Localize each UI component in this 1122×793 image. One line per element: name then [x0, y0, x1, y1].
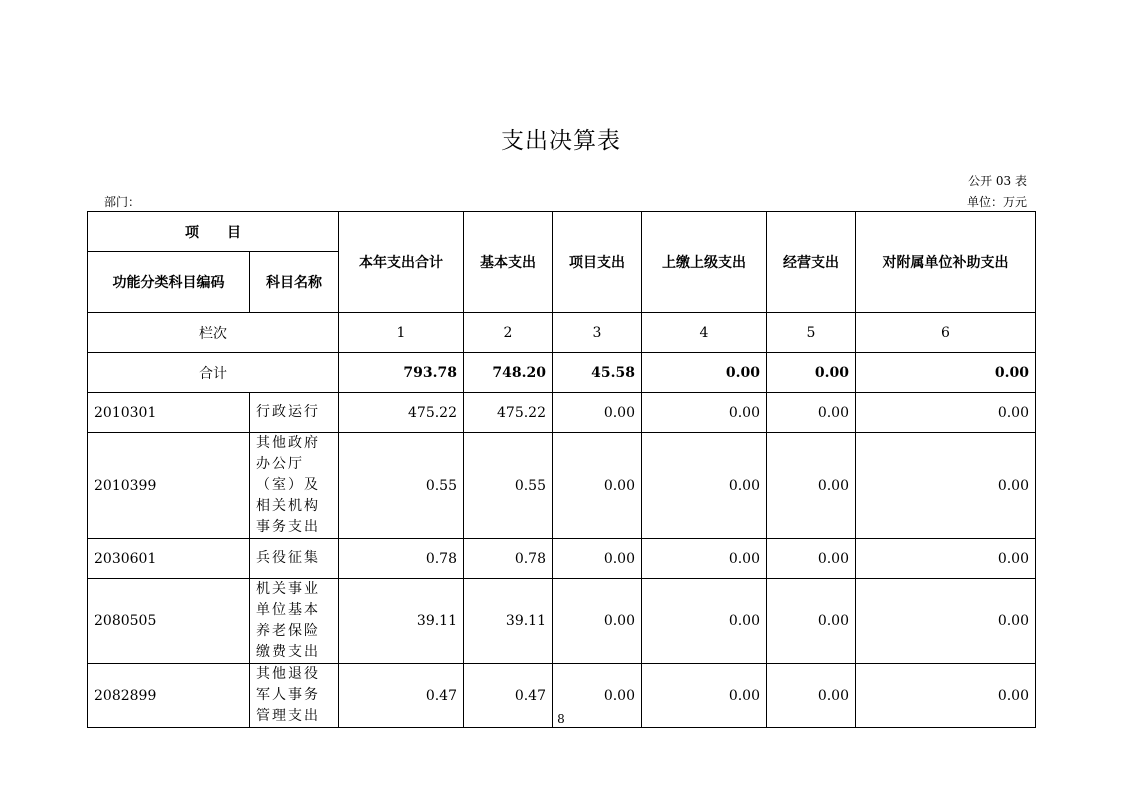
table-row — [88, 433, 1036, 539]
row-value: 0.47 — [464, 664, 553, 728]
total-value: 0.00 — [642, 353, 767, 393]
row-name: 其他退役军人事务管理支出 — [250, 664, 339, 728]
table-row — [88, 579, 1036, 664]
header-name: 科目名称 — [250, 252, 339, 313]
header-subsidy: 对附属单位补助支出 — [856, 212, 1036, 313]
row-value: 475.22 — [464, 393, 553, 433]
row-name: 兵役征集 — [250, 539, 339, 579]
header-code: 功能分类科目编码 — [88, 252, 250, 313]
seq-label: 栏次 — [88, 313, 339, 353]
row-value: 0.00 — [642, 393, 767, 433]
row-value: 0.00 — [642, 579, 767, 664]
unit-label: 单位：万元 — [966, 195, 1027, 209]
table-row — [88, 539, 1036, 579]
row-value: 0.00 — [856, 393, 1036, 433]
row-value: 0.00 — [767, 664, 856, 728]
seq-col: 1 — [339, 313, 464, 353]
row-value: 0.00 — [856, 433, 1036, 539]
seq-col: 2 — [464, 313, 553, 353]
total-value: 45.58 — [553, 353, 642, 393]
department-label: 部门： — [104, 195, 141, 209]
header-basic: 基本支出 — [464, 212, 553, 313]
row-value: 0.00 — [767, 393, 856, 433]
row-value: 0.00 — [642, 664, 767, 728]
page-title: 支出决算表 — [501, 128, 621, 154]
row-value: 475.22 — [339, 393, 464, 433]
row-name: 其他政府办公厅（室）及相关机构事务支出 — [250, 433, 339, 539]
seq-col: 5 — [767, 313, 856, 353]
row-value: 0.55 — [464, 433, 553, 539]
seq-col: 4 — [642, 313, 767, 353]
row-code: 2030601 — [88, 539, 250, 579]
page-number: 8 — [557, 712, 565, 726]
row-value: 0.55 — [339, 433, 464, 539]
row-value: 39.11 — [464, 579, 553, 664]
row-value: 0.00 — [856, 539, 1036, 579]
row-value: 0.00 — [856, 579, 1036, 664]
row-value: 0.00 — [767, 579, 856, 664]
header-total: 本年支出合计 — [339, 212, 464, 313]
row-value: 0.00 — [642, 539, 767, 579]
form-number: 公开 03 表 — [968, 174, 1027, 188]
row-value: 0.00 — [856, 664, 1036, 728]
total-value: 793.78 — [339, 353, 464, 393]
row-value: 0.78 — [339, 539, 464, 579]
row-code: 2080505 — [88, 579, 250, 664]
seq-col: 3 — [553, 313, 642, 353]
row-value: 39.11 — [339, 579, 464, 664]
total-value: 0.00 — [856, 353, 1036, 393]
seq-row — [88, 313, 1036, 353]
row-value: 0.00 — [642, 433, 767, 539]
table-row — [88, 393, 1036, 433]
row-value: 0.00 — [767, 433, 856, 539]
row-code: 2010399 — [88, 433, 250, 539]
row-value: 0.00 — [553, 393, 642, 433]
row-value: 0.00 — [553, 664, 642, 728]
row-code: 2082899 — [88, 664, 250, 728]
header-upper: 上缴上级支出 — [642, 212, 767, 313]
total-label: 合计 — [88, 353, 339, 393]
header-project: 项目支出 — [553, 212, 642, 313]
total-value: 748.20 — [464, 353, 553, 393]
row-value: 0.78 — [464, 539, 553, 579]
expenditure-table — [87, 211, 1036, 728]
seq-col: 6 — [856, 313, 1036, 353]
header-operating: 经营支出 — [767, 212, 856, 313]
row-value: 0.47 — [339, 664, 464, 728]
row-value: 0.00 — [767, 539, 856, 579]
row-name: 机关事业单位基本养老保险缴费支出 — [250, 579, 339, 664]
total-row — [88, 353, 1036, 393]
row-value: 0.00 — [553, 539, 642, 579]
row-value: 0.00 — [553, 433, 642, 539]
row-code: 2010301 — [88, 393, 250, 433]
row-name: 行政运行 — [250, 393, 339, 433]
header-item: 项 目 — [88, 212, 339, 252]
total-value: 0.00 — [767, 353, 856, 393]
row-value: 0.00 — [553, 579, 642, 664]
